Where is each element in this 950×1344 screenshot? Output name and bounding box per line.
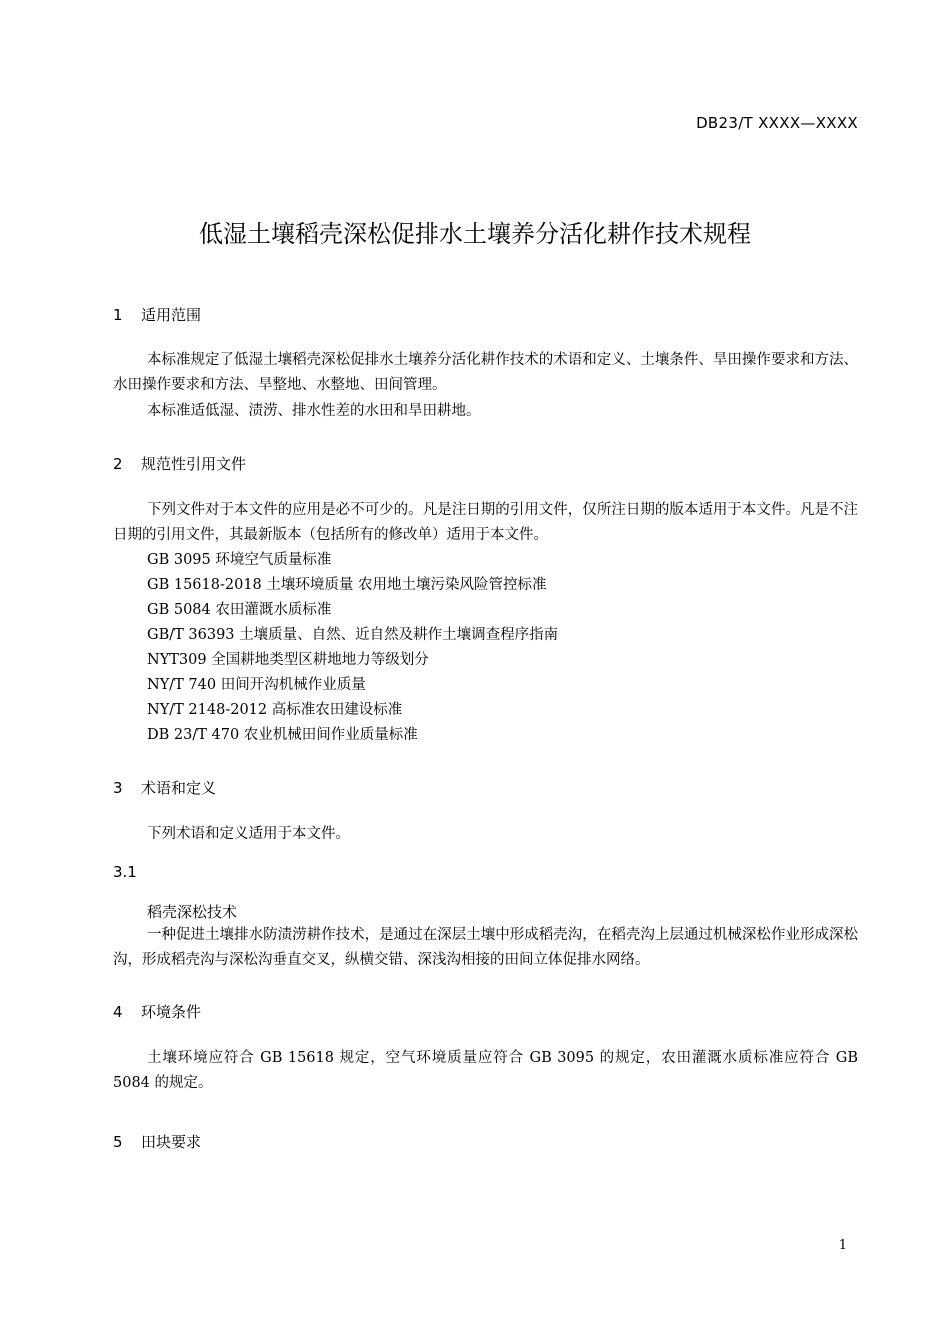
reference-item: DB 23/T 470 农业机械田间作业质量标准 (147, 727, 418, 743)
reference-item: GB/T 36393 土壤质量、自然、近自然及耕作土壤调查程序指南 (147, 627, 559, 643)
reference-item: GB 3095 环境空气质量标准 (147, 552, 332, 568)
section-number: 5 (113, 1133, 123, 1151)
document-title: 低湿土壤稻壳深松促排水土壤养分活化耕作技术规程 (199, 220, 751, 248)
section-1-paragraph-1: 本标准规定了低湿土壤稻壳深松促排水土壤养分活化耕作技术的术语和定义、土壤条件、旱田操作要求和方法、水田操作要求和方法、旱整地、水整地、田间管理。 (113, 352, 858, 393)
section-5-heading (113, 1131, 201, 1152)
page-number: 1 (838, 1238, 847, 1253)
section-number: 4 (113, 1003, 123, 1021)
section-2-heading (113, 453, 246, 474)
section-3-paragraph-1: 下列术语和定义适用于本文件。 (147, 826, 350, 842)
section-title: 术语和定义 (141, 779, 217, 797)
section-4-heading (113, 1001, 201, 1022)
section-4-paragraph-1: 土壤环境应符合 GB 15618 规定，空气环境质量应符合 GB 3095 的规定，农田灌溉水质标准应符合 GB 5084 的规定。 (113, 1050, 858, 1091)
section-title: 田块要求 (141, 1133, 202, 1151)
section-number: 3 (113, 779, 123, 797)
section-3-heading (113, 777, 216, 798)
normative-references-list (147, 548, 558, 748)
section-number: 2 (113, 455, 123, 473)
section-title: 环境条件 (141, 1003, 202, 1021)
section-1-paragraph-2: 本标准适低湿、渍涝、排水性差的水田和旱田耕地。 (147, 403, 481, 419)
section-number: 1 (113, 306, 123, 324)
reference-item: NY/T 2148-2012 高标准农田建设标准 (147, 702, 403, 718)
reference-item: GB 5084 农田灌溉水质标准 (147, 602, 332, 618)
section-2-paragraph-1: 下列文件对于本文件的应用是必不可少的。凡是注日期的引用文件，仅所注日期的版本适用于本文件。凡是不注日期的引用文件，其最新版本（包括所有的修改单）适用于本文件。 (113, 502, 858, 543)
section-title: 规范性引用文件 (141, 455, 247, 473)
reference-item: NYT309 全国耕地类型区耕地地力等级划分 (147, 652, 429, 668)
standard-code: DB23/T XXXX—XXXX (696, 114, 858, 132)
term-definition: 一种促进土壤排水防渍涝耕作技术，是通过在深层土壤中形成稻壳沟，在稻壳沟上层通过机械深松作业形成深松沟，形成稻壳沟与深松沟垂直交叉，纵横交错、深浅沟相接的田间立体促排水网络。 (113, 927, 858, 968)
reference-item: NY/T 740 田间开沟机械作业质量 (147, 677, 366, 693)
reference-item: GB 15618-2018 土壤环境质量 农用地土壤污染风险管控标准 (147, 577, 547, 593)
section-1-heading (113, 304, 201, 325)
term-name: 稻壳深松技术 (147, 903, 238, 921)
subsection-3-1-number: 3.1 (113, 863, 137, 881)
section-title: 适用范围 (141, 306, 202, 324)
